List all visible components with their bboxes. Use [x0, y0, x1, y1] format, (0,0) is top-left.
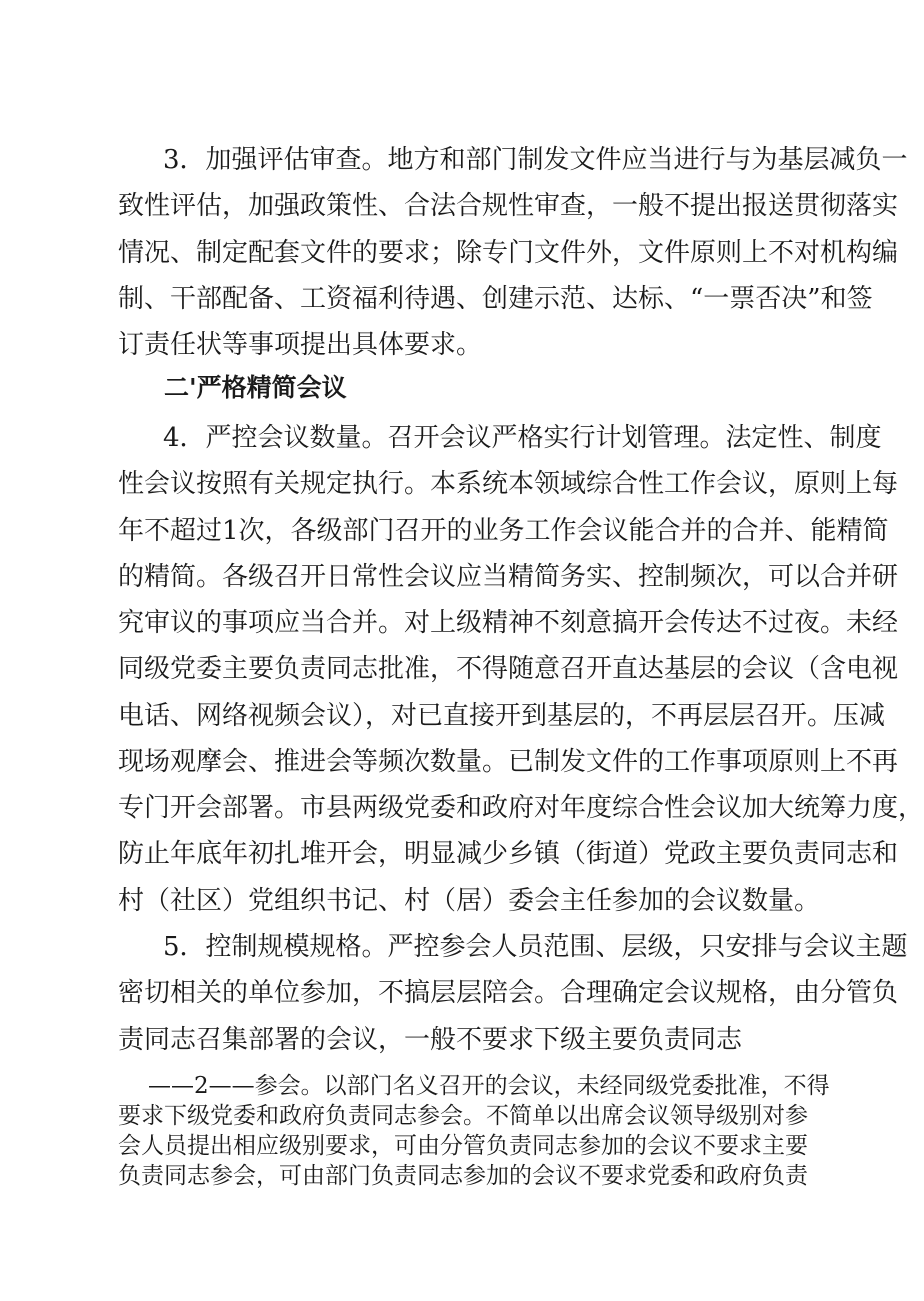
footer-line-2: 要求下级党委和政府负责同志参会。不简单以出席会议领导级别对参	[118, 1103, 808, 1129]
paragraph-4-line-7: 电话、网络视频会议），对已直接开到基层的，不再层层召开。压减	[118, 701, 886, 731]
paragraph-3-line-1: 3．加强评估审查。地方和部门制发文件应当进行与为基层减负一	[163, 145, 908, 175]
paragraph-4-line-8: 现场观摩会、推进会等频次数量。已制发文件的工作事项原则上不再	[118, 747, 899, 777]
paragraph-4-line-5: 究审议的事项应当合并。对上级精神不刻意搞开会传达不过夜。未经	[118, 608, 899, 638]
paragraph-4-line-1: 4．严控会议数量。召开会议严格实行计划管理。法定性、制度	[163, 423, 882, 453]
paragraph-4-line-2: 性会议按照有关规定执行。本系统本领域综合性工作会议，原则上每	[118, 469, 899, 499]
paragraph-4-line-6: 同级党委主要负责同志批准，不得随意召开直达基层的会议（含电视	[118, 654, 899, 684]
section-heading: 二'严格精简会议	[164, 373, 347, 402]
paragraph-3-line-5: 订责任状等事项提出具体要求。	[118, 330, 483, 360]
paragraph-4-line-10: 防止年底年初扎堆开会，明显减少乡镇（街道）党政主要负责同志和	[118, 839, 899, 869]
paragraph-5-line-1: 5．控制规模规格。严控参会人员范围、层级，只安排与会议主题	[163, 932, 908, 962]
paragraph-4-line-11: 村（社区）党组织书记、村（居）委会主任参加的会议数量。	[118, 886, 821, 916]
footer-line-3: 会人员提出相应级别要求，可由分管负责同志参加的会议不要求主要	[118, 1133, 808, 1159]
paragraph-4-line-4: 的精简。各级召开日常性会议应当精简务实、控制频次，可以合并研	[118, 562, 899, 592]
footer-line-4: 负责同志参会，可由部门负责同志参加的会议不要求党委和政府负责	[118, 1163, 808, 1189]
paragraph-3-line-4: 制、干部配备、工资福利待遇、创建示范、达标、“一票否决”和签	[118, 284, 873, 314]
paragraph-5-line-2: 密切相关的单位参加，不搞层层陪会。合理确定会议规格，由分管负	[118, 978, 899, 1008]
paragraph-3-line-3: 情况、制定配套文件的要求；除专门文件外，文件原则上不对机构编	[118, 238, 899, 268]
paragraph-4-line-3: 年不超过1次，各级部门召开的业务工作会议能合并的合并、能精简	[118, 516, 889, 546]
footer-line-1: ——2——参会。以部门名义召开的会议，未经同级党委批准，不得	[148, 1073, 830, 1099]
paragraph-4-line-9: 专门开会部署。市县两级党委和政府对年度综合性会议加大统筹力度，	[118, 793, 924, 823]
paragraph-5-line-3: 责同志召集部署的会议，一般不要求下级主要负责同志	[118, 1025, 743, 1055]
paragraph-3-line-2: 致性评估，加强政策性、合法合规性审查，一般不提出报送贯彻落实	[118, 191, 899, 221]
